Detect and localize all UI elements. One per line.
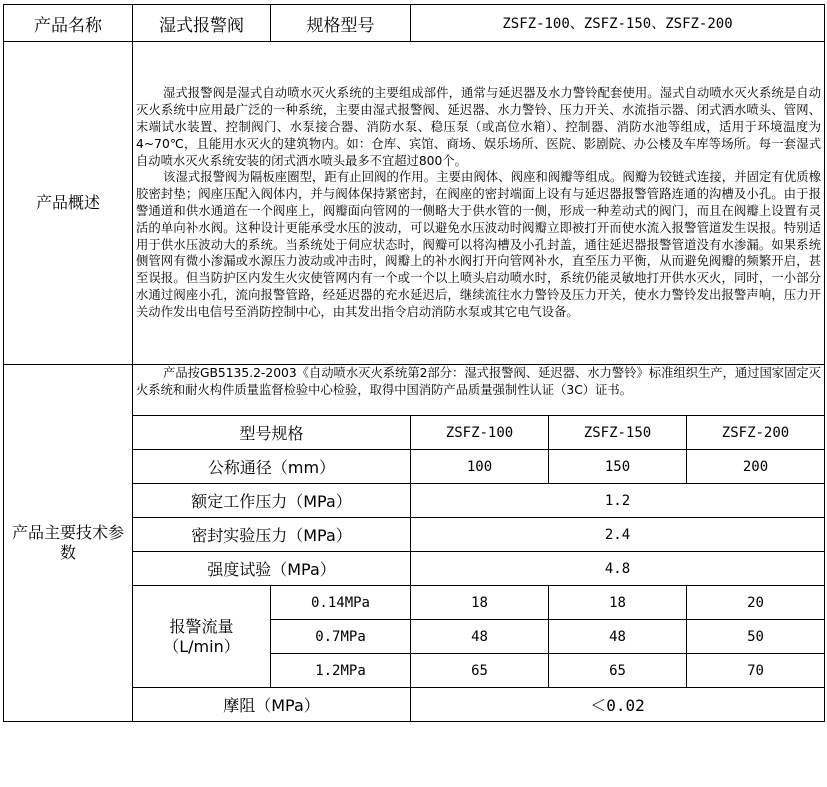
overview-row <box>4 42 825 365</box>
model-list: ZSFZ-100、ZSFZ-150、ZSFZ-200 <box>411 5 825 42</box>
flow-pressure: 1.2MPa <box>271 654 411 688</box>
flow-cell: 50 <box>687 620 825 654</box>
strength-label: 强度试验（MPa） <box>133 552 411 586</box>
overview-label: 产品概述 <box>4 42 133 365</box>
product-name: 湿式报警阀 <box>133 5 271 42</box>
flow-label-line1: 报警流量 <box>169 616 234 636</box>
nominal-cell: 200 <box>687 450 825 484</box>
overview-paragraph-2: 该湿式报警阀为隔板座圈型，距有止回阀的作用。主要由阀体、阀座和阀瓣等组成。阀瓣为铰链式连接，并固定有优质橡胶密封垫；阀座压配入阀体内，并与阀体保持紧密封，在阀座的密封端面上设有与延迟器报警管路连通的沟槽及小孔。由于报警通道和供水通道在一个阀座上，阀瓣面向管网的一侧略大于供水管的一侧，形成一种差动式的阀门，而且在阀瓣上设置有灵活的单向补水阀。这种设计更能承受水压的波动，可以避免水压波动时阀瓣立即被打开而使水流入报警管道发生误报。特别适用于供水压波动大的系统。当系统处于伺应状态时，阀瓣可以将沟槽及小孔封盖，通往延迟器报警管道没有水渗漏。如果系统侧管网有微小渗漏或水源压力波动或冲击时，阀瓣上的补水阀打开向管网补水，直至压力平衡，从而避免阀瓣的频繁开启，甚至误报。但当防护区内发生火灾使管网内有一个或一个以上喷头启动喷水时，系统仍能灵敏地打开供水灭火，同时，一小部分水通过阀座小孔，流向报警管路，经延迟器的充水延迟后，继续流往水力警铃及压力开关，使水力警铃发出报警声响，压力开关动作发出电信号至消防控制中心，由其发出指令启动消防水泵或其它电气设备。 <box>136 170 822 319</box>
flow-cell: 20 <box>687 586 825 620</box>
flow-cell: 65 <box>549 654 687 688</box>
model-label: 规格型号 <box>271 5 411 42</box>
overview-paragraph-1: 湿式报警阀是湿式自动喷水灭火系统的主要组成部件，通常与延迟器及水力警铃配套使用。湿式自动喷水灭火系统是自动灭火系统中应用最广泛的一种系统，主要由湿式报警阀、延迟器、水力警铃、压力开关、水流指示器、闭式洒水喷头、管网、末端试水装置、控制阀门、水泵接合器、消防水泵、稳压泵（或高位水箱）、控制器、消防水池等组成，适用于环境温度为4~70℃，且能用水灭火的建筑物内。如：仓库、宾馆、商场、娱乐场所、医院、影剧院、办公楼及车库等场所。每一套湿式自动喷水灭火系统安装的闭式洒水喷头最多不宜超过800个。 <box>136 86 822 168</box>
seal-pressure-value: 2.4 <box>411 518 825 552</box>
spec-intro-row <box>4 365 825 416</box>
friction-value: ＜0.02 <box>411 688 825 722</box>
seal-pressure-label: 密封实验压力（MPa） <box>133 518 411 552</box>
friction-label: 摩阻（MPa） <box>133 688 411 722</box>
model-row-label: 型号规格 <box>133 416 411 450</box>
working-pressure-label: 额定工作压力（MPa） <box>133 484 411 518</box>
strength-value: 4.8 <box>411 552 825 586</box>
flow-label-line2: （L/min） <box>163 636 240 656</box>
flow-label <box>133 586 271 688</box>
overview-text <box>133 42 825 365</box>
spec-sheet <box>3 4 824 782</box>
product-name-label: 产品名称 <box>4 5 133 42</box>
flow-cell: 18 <box>411 586 549 620</box>
flow-cell: 48 <box>549 620 687 654</box>
flow-cell: 70 <box>687 654 825 688</box>
spec-intro-text: 产品按GB5135.2-2003《自动喷水灭火系统第2部分：湿式报警阀、延迟器、水力警铃》标准组织生产，通过国家固定灭火系统和耐火构件质量监督检验中心检验，取得中国消防产品质量强制性认证（3C）证书。 <box>133 365 825 416</box>
working-pressure-value: 1.2 <box>411 484 825 518</box>
flow-pressure: 0.14MPa <box>271 586 411 620</box>
specs-label-text: 产品主要技术参数 <box>11 523 124 562</box>
model-cell: ZSFZ-100 <box>411 416 549 450</box>
flow-cell: 48 <box>411 620 549 654</box>
nominal-cell: 150 <box>549 450 687 484</box>
header-row <box>4 5 825 42</box>
model-cell: ZSFZ-150 <box>549 416 687 450</box>
nominal-cell: 100 <box>411 450 549 484</box>
model-cell: ZSFZ-200 <box>687 416 825 450</box>
specs-label <box>4 365 133 722</box>
spec-table <box>3 4 825 722</box>
flow-cell: 65 <box>411 654 549 688</box>
flow-pressure: 0.7MPa <box>271 620 411 654</box>
nominal-label: 公称通径（mm） <box>133 450 411 484</box>
flow-cell: 18 <box>549 586 687 620</box>
